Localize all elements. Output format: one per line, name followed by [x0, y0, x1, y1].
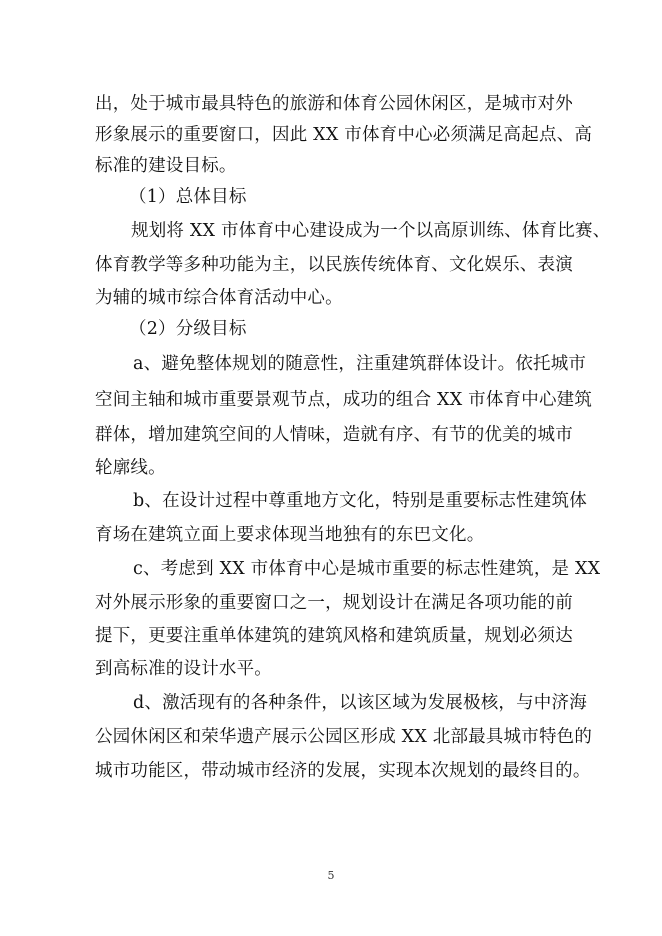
text-line: 公园休闲区和荣华遗产展示公园区形成 XX 北部最具城市特色的 — [95, 727, 593, 747]
text-line: 体育教学等多种功能为主，以民族传统体育、文化娱乐、表演 — [95, 255, 573, 275]
text-line: 出，处于城市最具特色的旅游和体育公园休闲区，是城市对外 — [95, 94, 573, 114]
text-line: a、避免整体规划的随意性，注重建筑群体设计。依托城市 — [133, 354, 587, 374]
text-line: c、考虑到 XX 市体育中心是城市重要的标志性建筑，是 XX — [133, 559, 601, 579]
text-line: 提下，更要注重单体建筑的建筑风格和建筑质量，规划必须达 — [95, 626, 573, 646]
section-heading: （1）总体目标 — [129, 187, 247, 207]
text-line: 规划将 XX 市体育中心建设成为一个以高原训练、体育比赛、 — [131, 221, 611, 241]
text-line: b、在设计过程中尊重地方文化，特别是重要标志性建筑体 — [133, 491, 587, 511]
text-line: 群体，增加建筑空间的人情味，造就有序、有节的优美的城市 — [95, 425, 573, 445]
text-line: 标准的建设目标。 — [95, 156, 237, 176]
text-line: 对外展示形象的重要窗口之一，规划设计在满足各项功能的前 — [95, 593, 573, 613]
text-line: d、激活现有的各种条件，以该区域为发展极核，与中济海 — [133, 693, 587, 713]
text-line: 到高标准的设计水平。 — [95, 659, 272, 679]
text-line: 空间主轴和城市重要景观节点，成功的组合 XX 市体育中心建筑 — [95, 390, 593, 410]
text-line: 形象展示的重要窗口，因此 XX 市体育中心必须满足高起点、高 — [95, 125, 593, 145]
text-line: 轮廓线。 — [95, 458, 166, 478]
text-line: 城市功能区，带动城市经济的发展，实现本次规划的最终目的。 — [95, 761, 591, 781]
section-heading: （2）分级目标 — [129, 319, 247, 339]
text-line: 育场在建筑立面上要求体现当地独有的东巴文化。 — [95, 525, 485, 545]
text-line: 为辅的城市综合体育活动中心。 — [95, 288, 343, 308]
page-number: 5 — [327, 869, 335, 882]
